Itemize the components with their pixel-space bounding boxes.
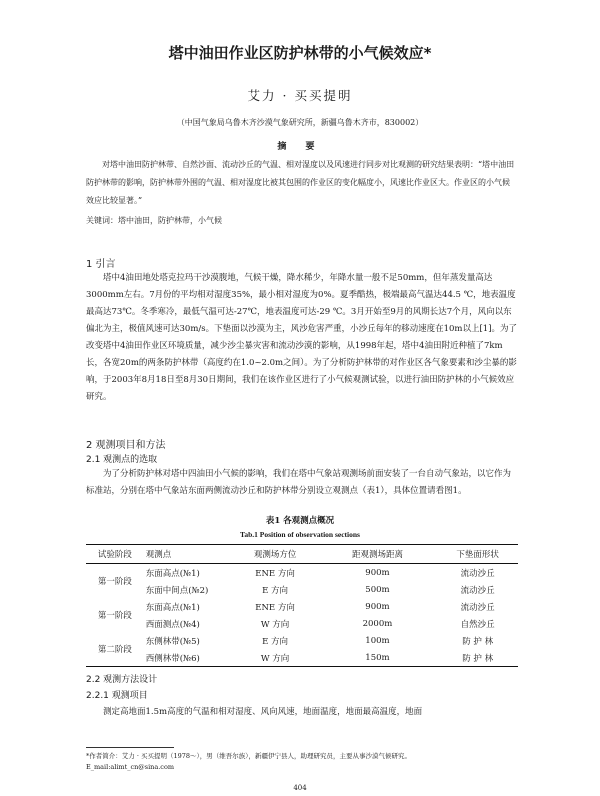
table-cell-distance: 100m [365, 635, 390, 646]
observation-table [86, 544, 518, 667]
authors: 艾力 · 买买提明 [247, 88, 353, 103]
table-header: 距观测场距离 [318, 545, 438, 564]
section-2-2-1-paragraph: 测定高地面1.5m高度的气温和相对湿度、风向风速，地面温度，地面最高温度，地面 [103, 707, 423, 717]
footnote-rule [86, 747, 174, 748]
table-row [86, 564, 518, 582]
table-cell-distance: 150m [318, 649, 438, 667]
table-cell-surface: 防 护 林 [437, 649, 518, 667]
table-row [86, 632, 518, 649]
footnote [86, 751, 526, 773]
table-cell-point: 东侧林带(№5) [145, 636, 200, 647]
table-cell-point: 西面测点(№4) [145, 619, 200, 630]
table-cell-surface: 流动沙丘 [460, 568, 495, 579]
section-1-paragraph: 塔中4油田地处塔克拉玛干沙漠腹地，气候干燥，降水稀少，年降水量一般不足50mm，但年蒸发量高达3000mm左右。7月份的平均相对湿度35%，最小相对湿度为0%。夏季酷热，极端最高气温达44.5 ℃，地表温度最高达73℃。冬季寒冷，最低气温可达-27℃，地表温度可达-29 ℃。3月开始至9月的风期长达7个月，风向以东偏北为主，极值风速可达30m/s。下垫面以沙漠为主，风沙危害严重，小沙丘每年的移动速度在10m以上[1]。为了改变塔中4油田作业区环境质量，减少沙尘暴灾害和流动沙漠的影响，从1998年起，塔中4油田附近种植了7km长，各宽20m的两条防护林带（高度约在1.0~2.0m之间）。为了分析防护林带的对作业区各气象要素和沙尘暴的影响，于2003年8月18日至8月30日期间，我们在该作业区进行了小气候观测试验，以进行油田防护林的小气候效应研究。 [86, 273, 518, 402]
table-cell-surface: 防 护 林 [462, 636, 494, 647]
table-cell-direction: ENE 方向 [255, 602, 295, 613]
footnote-author-info: *作者简介：艾力 · 买买提明（1978～），男（维吾尔族），新疆伊宁县人，助理研究员，主要从事沙漠气候研究。 [86, 752, 411, 760]
table-cell-stage: 第一阶段 [97, 577, 132, 587]
table-row [86, 649, 518, 667]
table-cell-direction: W 方向 [260, 619, 290, 630]
section-2-2-1-heading: 2.2.1 观测项目 [86, 691, 148, 701]
table-cell-point: 东面高点(№1) [145, 602, 200, 613]
keywords: 关键词：塔中油田，防护林带，小气候 [86, 216, 222, 225]
table-cell-point: 东面中间点(№2) [145, 585, 209, 596]
table-row [86, 598, 518, 615]
table-cell-distance: 900m [365, 601, 390, 612]
section-2-1-heading: 2.1 观测点的选取 [86, 455, 158, 465]
table-row [86, 615, 518, 632]
abstract-heading: 摘 要 [277, 142, 323, 152]
table-cell-surface: 流动沙丘 [460, 585, 495, 596]
table-header: 观测场方位 [233, 545, 318, 564]
section-2-heading: 2 观测项目和方法 [86, 440, 166, 451]
table-row [86, 581, 518, 598]
table-cell-surface: 流动沙丘 [460, 602, 495, 613]
table-cell-stage: 第一阶段 [97, 611, 132, 621]
section-2-2-heading: 2.2 观测方法设计 [86, 675, 158, 685]
table-cell-direction: E 方向 [262, 585, 289, 596]
table-cell-direction: E 方向 [262, 636, 289, 647]
abstract-text: 对塔中油田防护林带、自然沙面、流动沙丘的气温、相对湿度以及风速进行同步对比观测的研究结果表明：“塔中油田防护林带的影响，防护林带外围的气温、相对湿度比被其包围的作业区的变化幅度小，风速比作业区大。作业区的小气候效应比较显著。” [86, 160, 515, 205]
table-header: 试验阶段 [86, 545, 144, 564]
page-number: 404 [293, 784, 307, 792]
affiliation: （中国气象局乌鲁木齐沙漠气象研究所，新疆乌鲁木齐市，830002） [176, 118, 424, 127]
table-cell-distance: 900m [365, 567, 390, 578]
section-1-heading: 1 引言 [86, 259, 116, 270]
table-cell-point: 东面高点(№1) [145, 568, 200, 579]
table-header: 下垫面形状 [437, 545, 518, 564]
table-cell-direction: ENE 方向 [255, 568, 295, 579]
table-cell-distance: 2000m [362, 618, 393, 629]
table-caption-en: Tab.1 Position of observation sections [240, 530, 360, 539]
table-header-row [86, 545, 518, 564]
table-cell-stage: 第二阶段 [86, 632, 144, 667]
table-caption-cn: 表1 各观测点概况 [265, 516, 335, 526]
footnote-email: E_mail:alimt_cn@sina.com [86, 763, 175, 771]
table-cell-point: 西侧林带(№6) [144, 649, 233, 667]
section-2-1-paragraph: 为了分析防护林对塔中四油田小气候的影响，我们在塔中气象站观测场前面安装了一台自动气象站，以它作为标准站，分别在塔中气象站东面两侧流动沙丘和防护林带分别设立观测点（表1），具体位置请看图1。 [86, 469, 512, 496]
table-cell-surface: 自然沙丘 [460, 619, 495, 630]
table-header: 观测点 [144, 545, 233, 564]
paper-title: 塔中油田作业区防护林带的小气候效应* [168, 44, 432, 62]
table-cell-direction: W 方向 [233, 649, 318, 667]
table-cell-distance: 500m [365, 584, 390, 595]
